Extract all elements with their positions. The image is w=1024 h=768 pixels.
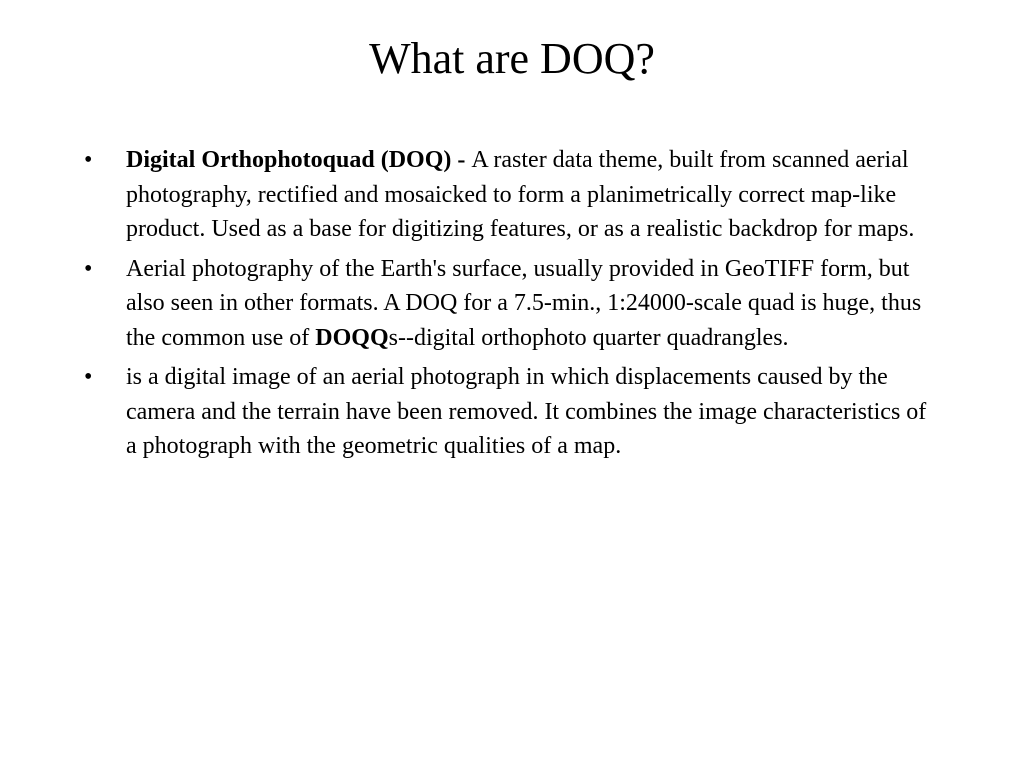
slide-title: What are DOQ? xyxy=(369,34,655,83)
bullet-marker: • xyxy=(84,147,93,173)
bullet-list xyxy=(84,143,934,469)
bullet-text: is a digital image of an aerial photograph in which displacements caused by the camera and the terrain have been removed. It combines the image characteristics of a photograph with the geometric qualities of a map. xyxy=(126,364,927,459)
bullet-text-before: Aerial photography of the Earth's surface, usually provided in GeoTIFF form, but also seen in other formats. A DOQ for a 7.5-min., 1:24000-scale quad is huge, thus the common use of xyxy=(126,255,922,351)
bullet-marker: • xyxy=(84,364,93,390)
bullet-item-aerial-photography xyxy=(84,252,934,356)
bullet-item-doq-definition xyxy=(84,143,934,247)
bullet-text-after: s--digital orthophoto quarter quadrangles. xyxy=(388,324,789,351)
bullet-term: DOQQ xyxy=(315,324,389,351)
bullet-term: Digital Orthophotoquad (DOQ) - xyxy=(126,147,472,173)
bullet-marker: • xyxy=(84,255,93,282)
bullet-item-digital-image xyxy=(84,360,934,464)
bullet-text: A raster data theme, built from scanned aerial photography, rectified and mosaicked to form a planimetrically correct map-like product. Used as a base for digitizing features, or as a realistic backdrop for maps. xyxy=(126,147,915,242)
